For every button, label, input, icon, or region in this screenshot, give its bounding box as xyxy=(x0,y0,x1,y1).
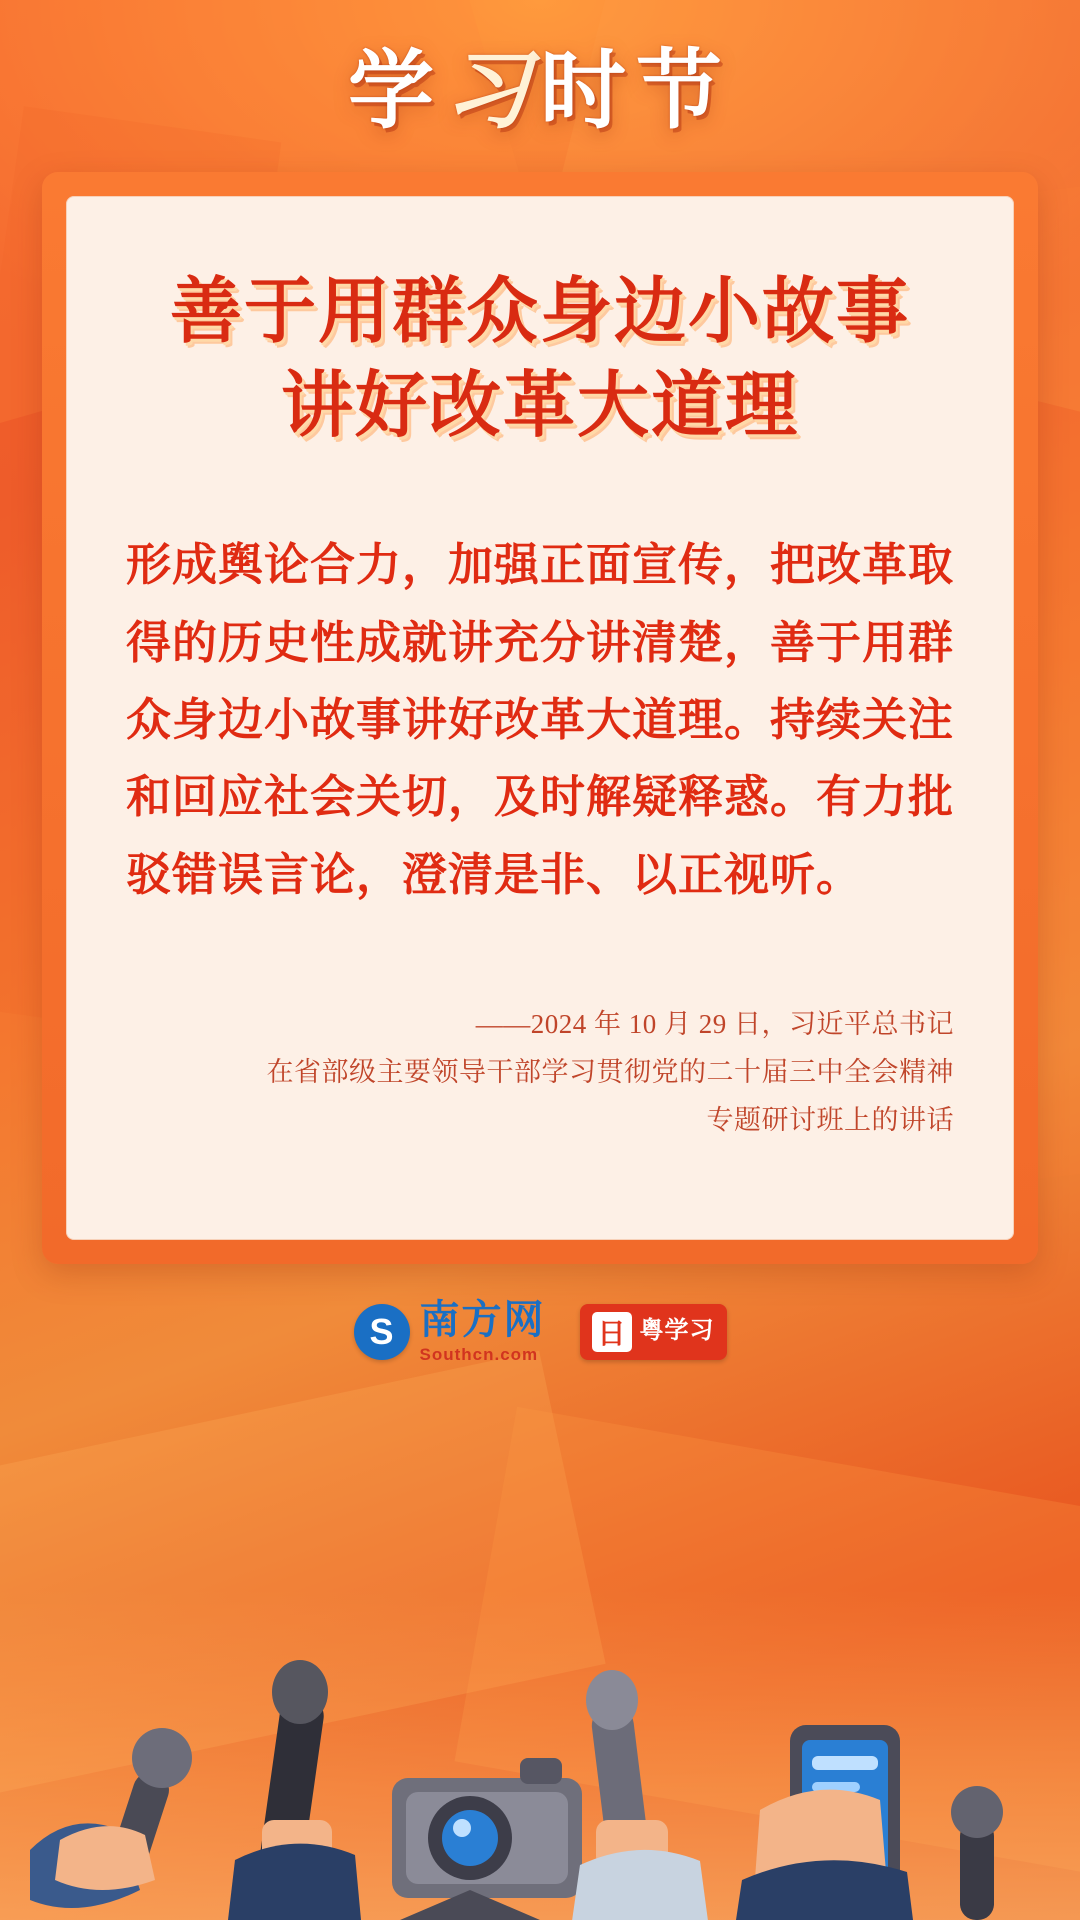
southcn-logo[interactable] xyxy=(354,1297,546,1364)
quote-body: 形成舆论合力，加强正面宣传，把改革取得的历史性成就讲充分讲清楚，善于用群众身边小故事讲好改革大道理。持续关注和回应社会关切，及时解疑释惑。有力批驳错误言论，澄清是非、以正视听。 xyxy=(126,540,955,900)
microphone-icon xyxy=(951,1786,1003,1920)
content-card-inner xyxy=(66,196,1014,1240)
smartphone-icon xyxy=(736,1725,913,1920)
headline-line-2: 讲好改革大道理 xyxy=(280,365,799,446)
southcn-logo-text xyxy=(419,1297,546,1364)
quote-source-line-2: 在省部级主要领导干部学习贯彻党的二十届三中全会精神 xyxy=(266,1057,954,1088)
brand-title-part2: 时节 xyxy=(540,43,732,139)
brand-title xyxy=(348,43,732,139)
yuexuexi-logo-text: 粤学习 xyxy=(639,1317,715,1344)
quote-source xyxy=(126,1000,954,1144)
southcn-logo-cn: 南方网 xyxy=(419,1297,546,1342)
yuexuexi-logo-icon: 日 xyxy=(592,1312,632,1352)
headline-line-1: 善于用群众身边小故事 xyxy=(169,272,910,352)
yuexuexi-logo[interactable] xyxy=(580,1304,727,1360)
content-card xyxy=(42,172,1038,1264)
quote-source-line-3: 专题研讨班上的讲话 xyxy=(706,1105,954,1136)
brand-title-accent: 习 xyxy=(444,43,540,139)
southcn-logo-en: Southcn.com xyxy=(419,1345,539,1364)
quote-source-line-1: ——2024 年 10 月 29 日，习近平总书记 xyxy=(475,1009,954,1040)
camera-icon xyxy=(392,1758,582,1920)
microphone-icon xyxy=(228,1660,361,1920)
footer-logos xyxy=(0,1297,1080,1364)
press-illustration xyxy=(0,1520,1080,1920)
header xyxy=(0,43,1080,139)
brand-title-part1: 学 xyxy=(348,43,444,139)
microphone-icon xyxy=(572,1670,708,1920)
page-title xyxy=(126,266,954,453)
microphone-icon xyxy=(30,1728,192,1908)
southcn-logo-icon: S xyxy=(354,1304,410,1360)
